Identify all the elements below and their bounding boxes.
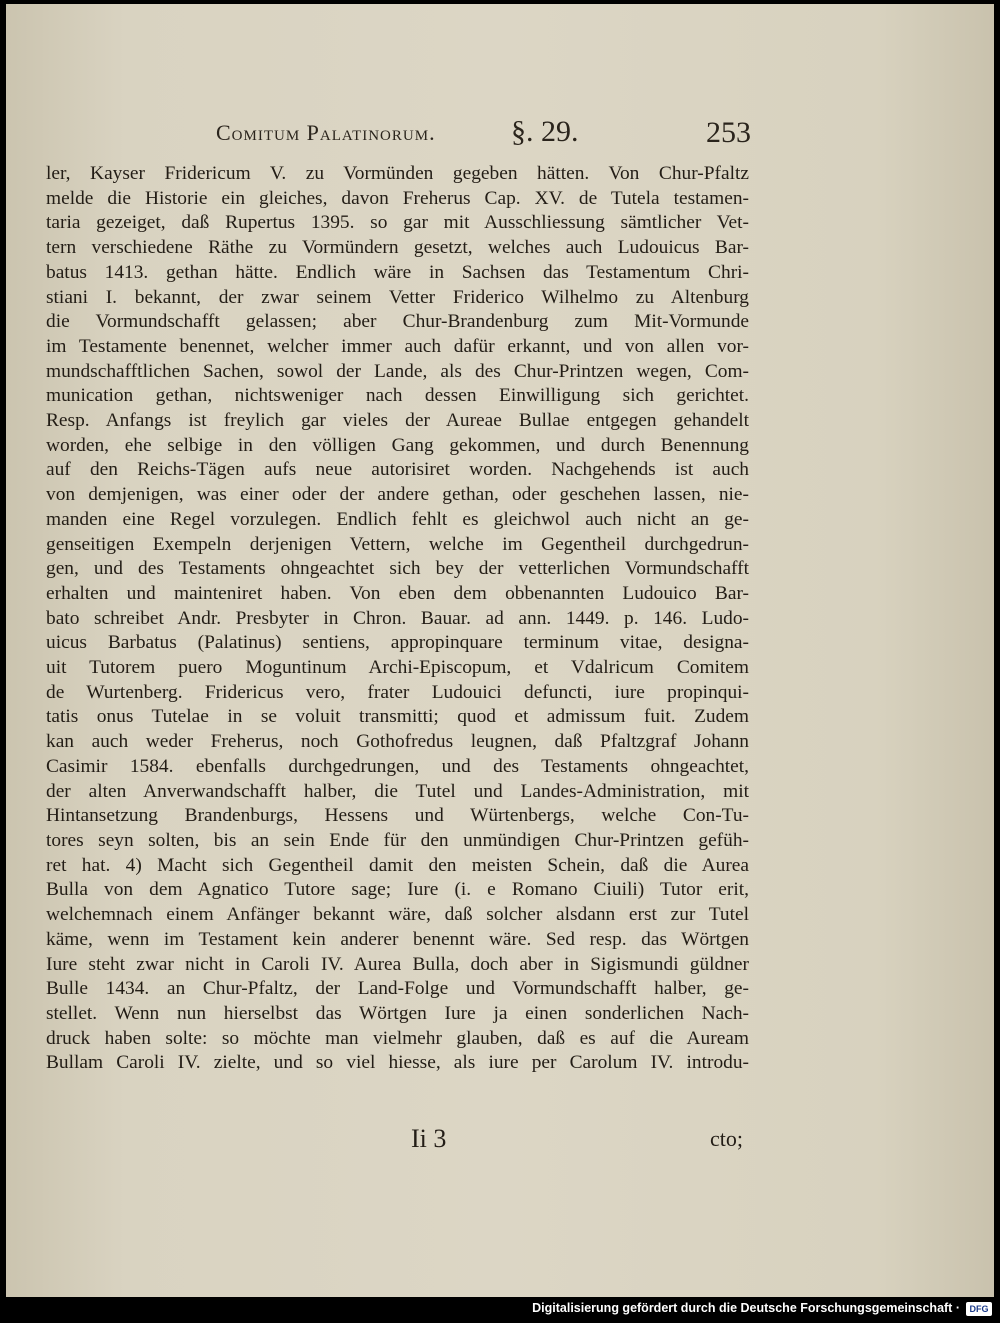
text-line: Bulla von dem Agnatico Tutore sage; Iure (i. e Romano Ciuili) Tutor erit, [46,879,749,901]
text-line: auf den Reichs-Tägen aufs neue autorisiret worden. Nachgehends ist auch [46,459,749,481]
text-line: ret hat. 4) Macht sich Gegentheil damit den meisten Schein, daß die Aurea [46,854,749,876]
section-number: §. 29. [511,115,579,148]
catchword: cto; [710,1126,743,1151]
text-line: uicus Barbatus (Palatinus) sentiens, appropinquare terminum vitae, designa- [46,632,749,654]
text-line: Casimir 1584. ebenfalls durchgedrungen, und des Testaments ohngeachtet, [46,755,749,777]
text-line: worden, ehe selbige in den völligen Gang gekommen, und durch Benennung [46,434,749,456]
text-line: käme, wenn im Testament kein anderer benennt wäre. Sed resp. das Wörtgen [46,928,749,950]
text-line: der alten Anverwandschafft halber, die Tutel und Landes-Administration, mit [46,780,749,802]
footer-credit: Digitalisierung gefördert durch die Deutsche Forschungsgemeinschaft · [532,1301,960,1315]
text-line: erhalten und mainteniret haben. Von eben dem obbenannten Ludouico Bar- [46,582,749,604]
text-line: im Testamente benennet, welcher immer auch dafür erkannt, und von allen vor- [46,335,749,357]
text-line: tatis onus Tutelae in se voluit transmitti; quod et admissum fuit. Zudem [46,706,749,728]
text-line: bato schreibet Andr. Presbyter in Chron. Bauar. ad ann. 1449. p. 146. Ludo- [46,607,749,629]
text-line: stellet. Wenn nun hierselbst das Wörtgen Iure ja einen sonderlichen Nach- [46,1002,749,1024]
text-line: munication gethan, nichtsweniger nach dessen Einwilligung sich gerichtet. [46,385,749,407]
text-line: tores seyn solten, bis an sein Ende für den unmündigen Chur-Printzen gefüh- [46,829,749,851]
digitization-footer [0,1297,1000,1323]
signature-mark: Ii 3 [411,1124,447,1153]
text-line: welchemnach einem Anfänger bekannt wäre, daß solcher alsdann erst zur Tutel [46,904,749,926]
text-line: Hintansetzung Brandenburgs, Hessens und Würtenbergs, welche Con-Tu- [46,805,749,827]
text-line: melde die Historie ein gleiches, davon Freherus Cap. XV. de Tutela testamen- [46,187,749,209]
text-line: ler, Kayser Fridericum V. zu Vormünden gegeben hätten. Von Chur-Pfaltz [46,163,749,184]
page-paper [6,4,994,1297]
running-title: Comitum Palatinorum. [216,120,436,145]
page-foot [46,1122,749,1156]
text-line: manden eine Regel vorzulegen. Endlich fehlt es gleichwol auch nicht an ge- [46,508,749,530]
text-line: de Wurtenberg. Fridericus vero, frater Ludouici defuncti, iure propinqui- [46,681,749,703]
text-line: uit Tutorem puero Moguntinum Archi-Episcopum, et Vdalricum Comitem [46,657,749,679]
body-text [46,162,749,1076]
text-line: Iure steht zwar nicht in Caroli IV. Aurea Bulla, doch aber in Sigismundi güldner [46,953,749,975]
text-line: taria gezeiget, daß Rupertus 1395. so gar mit Ausschliessung sämtlicher Vet- [46,212,749,234]
text-line: kan auch weder Freherus, noch Gothofredus leugnen, daß Pfaltzgraf Johann [46,731,749,753]
text-line: Bullam Caroli IV. zielte, und so viel hiesse, als iure per Carolum IV. introdu- [46,1052,749,1074]
text-line: von demjenigen, was einer oder der andere gethan, oder geschehen lassen, nie- [46,484,749,506]
text-line: Resp. Anfangs ist freylich gar vieles der Aureae Bullae entgegen gehandelt [46,410,749,432]
text-line: mundschafftlichen Sachen, sowol der Lande, als des Chur-Printzen wegen, Com- [46,360,749,382]
book-page [6,4,994,1297]
text-line: gen, und des Testaments ohngeachtet sich bey der vetterlichen Vormundschafft [46,558,749,580]
text-line: Bulle 1434. an Chur-Pfaltz, der Land-Folge und Vormundschafft halber, ge- [46,978,749,1000]
page-header [206,114,751,150]
text-line: tern verschiedene Räthe zu Vormündern gesetzt, welches auch Ludouicus Bar- [46,237,749,259]
text-line: stiani I. bekannt, der zwar seinem Vetter Friderico Wilhelmo zu Altenburg [46,286,749,308]
text-line: druck haben solte: so möchte man vielmehr glauben, daß es auf die Auream [46,1027,749,1049]
text-line: genseitigen Exempeln derjenigen Vettern, welche im Gegentheil durchgedrun- [46,533,749,555]
page-number: 253 [706,116,751,149]
text-line: die Vormundschafft gelassen; aber Chur-Brandenburg zum Mit-Vormunde [46,311,749,333]
dfg-logo-icon: DFG [966,1302,992,1316]
text-line: batus 1413. gethan hätte. Endlich wäre in Sachsen das Testamentum Chri- [46,261,749,283]
